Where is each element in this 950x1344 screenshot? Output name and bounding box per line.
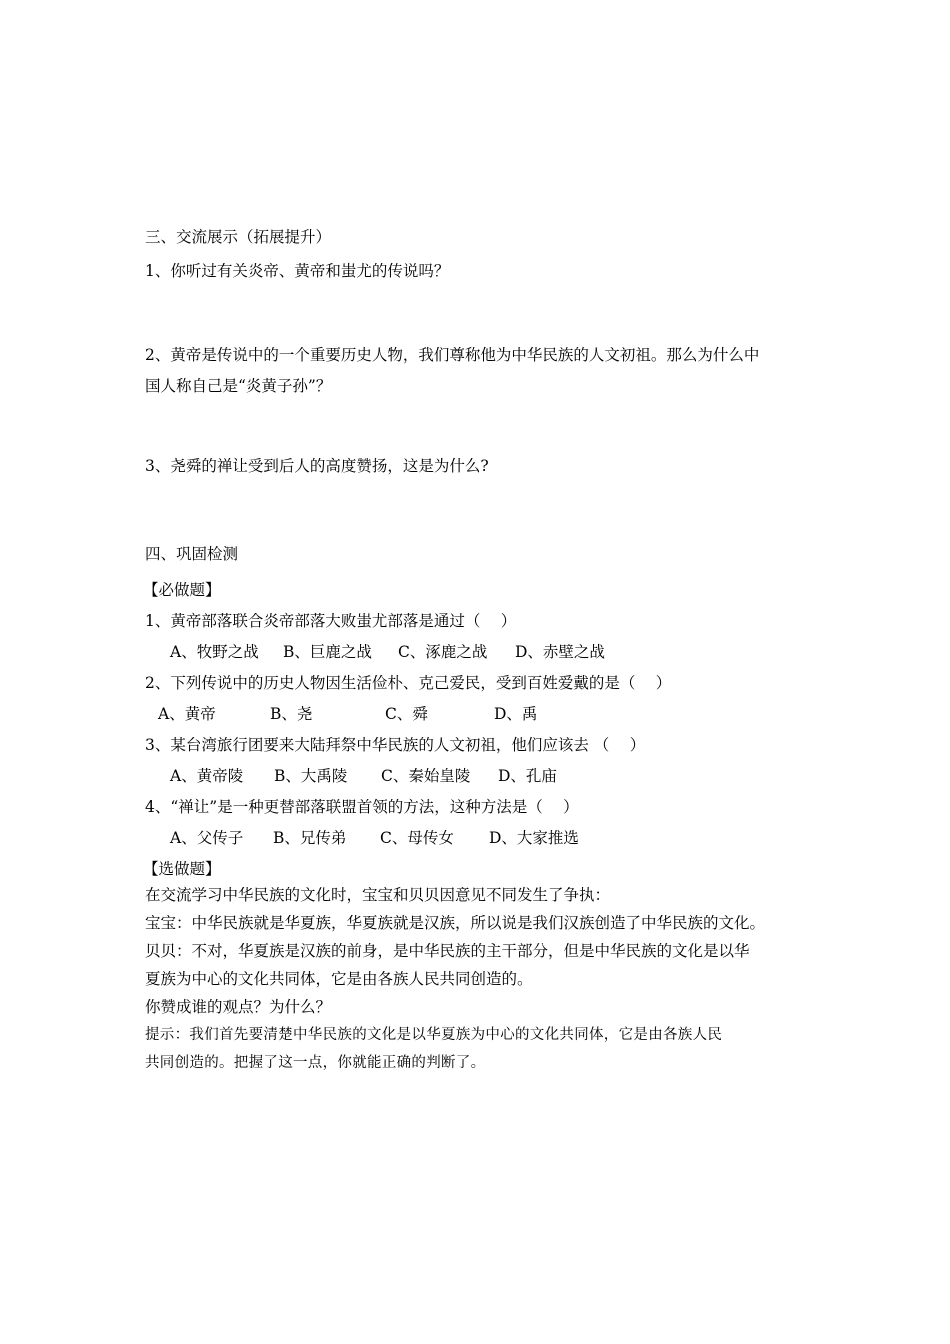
mc-options-1 (170, 642, 605, 662)
optional-intro: 在交流学习中华民族的文化时，宝宝和贝贝因意见不同发生了争执： (145, 886, 611, 904)
required-title: 【必做题】 (143, 581, 221, 599)
option-c: C、秦始皇陵 (381, 767, 471, 785)
hint-line1: 提示：我们首先要清楚中华民族的文化是以华夏族为中心的文化共同体，它是由各族人民 (145, 1027, 723, 1043)
option-a: A、黄帝陵 (170, 767, 244, 785)
section3-question-2-line2: 国人称自己是“炎黄子孙”？ (145, 377, 332, 395)
option-b: B、巨鹿之战 (283, 643, 372, 661)
option-d: D、孔庙 (498, 767, 557, 785)
section4-heading: 四、巩固检测 (145, 545, 239, 563)
option-c: C、母传女 (380, 829, 454, 847)
mc-question-4: 4、“禅让”是一种更替部落联盟首领的方法，这种方法是（ ） (145, 798, 579, 816)
option-c: C、舜 (385, 705, 428, 723)
baobao-statement: 宝宝：中华民族就是华夏族，华夏族就是汉族，所以说是我们汉族创造了中华民族的文化。 (145, 914, 766, 932)
hint-line2: 共同创造的。把握了这一点，你就能正确的判断了。 (145, 1055, 486, 1071)
option-b: B、兄传弟 (273, 829, 347, 847)
option-b: B、尧 (270, 705, 313, 723)
mc-question-2: 2、下列传说中的历史人物因生活俭朴、克己爱民，受到百姓爱戴的是（ ） (145, 674, 672, 692)
beibei-statement-line1: 贝贝：不对，华夏族是汉族的前身，是中华民族的主干部分，但是中华民族的文化是以华 (145, 942, 750, 960)
mc-options-4 (170, 828, 579, 848)
optional-question: 你赞成谁的观点？为什么？ (145, 998, 332, 1016)
option-d: D、禹 (494, 705, 538, 723)
option-a: A、父传子 (170, 829, 244, 847)
mc-question-3: 3、某台湾旅行团要来大陆拜祭中华民族的人文初祖，他们应该去 （ ） (145, 736, 646, 754)
option-d: D、赤壁之战 (515, 643, 605, 661)
section3-question-2-line1: 2、黄帝是传说中的一个重要历史人物，我们尊称他为中华民族的人文初祖。那么为什么中 (145, 346, 760, 364)
mc-question-1: 1、黄帝部落联合炎帝部落大败蚩尤部落是通过（ ） (145, 612, 517, 630)
mc-options-2 (158, 704, 537, 724)
mc-options-3 (170, 766, 557, 786)
optional-title: 【选做题】 (143, 860, 221, 878)
section3-heading: 三、交流展示（拓展提升） (145, 228, 332, 246)
option-a: A、牧野之战 (170, 643, 259, 661)
section3-question-3: 3、尧舜的禅让受到后人的高度赞扬，这是为什么? (145, 457, 489, 475)
beibei-statement-line2: 夏族为中心的文化共同体，它是由各族人民共同创造的。 (145, 970, 533, 988)
option-a: A、黄帝 (158, 705, 216, 723)
option-d: D、大家推选 (489, 829, 579, 847)
option-c: C、涿鹿之战 (398, 643, 488, 661)
option-b: B、大禹陵 (274, 767, 348, 785)
section3-question-1: 1、你听过有关炎帝、黄帝和蚩尤的传说吗？ (145, 262, 450, 280)
